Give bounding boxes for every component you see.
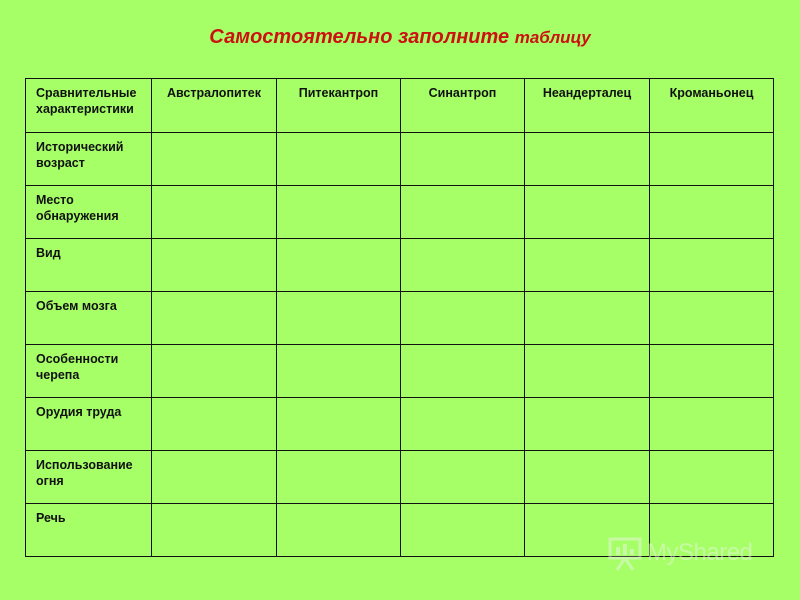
table-row bbox=[26, 239, 774, 292]
table-cell bbox=[650, 451, 774, 504]
table-row bbox=[26, 345, 774, 398]
row-label: Исторический возраст bbox=[26, 133, 152, 186]
table-cell bbox=[650, 133, 774, 186]
table-cell bbox=[401, 451, 525, 504]
presentation-board-icon bbox=[607, 536, 643, 572]
table-row bbox=[26, 133, 774, 186]
table-cell bbox=[525, 186, 650, 239]
table-cell bbox=[525, 133, 650, 186]
table-cell bbox=[525, 398, 650, 451]
table-cell bbox=[401, 133, 525, 186]
table-row bbox=[26, 292, 774, 345]
table-cell bbox=[401, 239, 525, 292]
table-cell bbox=[650, 239, 774, 292]
row-label: Объем мозга bbox=[26, 292, 152, 345]
header-cromagnon: Кроманьонец bbox=[650, 79, 774, 133]
table-cell bbox=[152, 398, 277, 451]
table-cell bbox=[277, 345, 401, 398]
header-characteristics: Сравнительные характеристики bbox=[26, 79, 152, 133]
row-label: Место обнаружения bbox=[26, 186, 152, 239]
table-cell bbox=[401, 186, 525, 239]
row-label: Орудия труда bbox=[26, 398, 152, 451]
table-cell bbox=[650, 292, 774, 345]
table-cell bbox=[277, 186, 401, 239]
table-cell bbox=[525, 292, 650, 345]
table-cell bbox=[650, 398, 774, 451]
header-pithecanthropus: Питекантроп bbox=[277, 79, 401, 133]
page-title bbox=[0, 26, 800, 49]
table-cell bbox=[277, 451, 401, 504]
comparison-table bbox=[25, 78, 774, 557]
table-cell bbox=[152, 292, 277, 345]
row-label: Использование огня bbox=[26, 451, 152, 504]
table-cell bbox=[277, 504, 401, 557]
table-cell bbox=[650, 186, 774, 239]
table-cell bbox=[277, 239, 401, 292]
table-cell bbox=[650, 345, 774, 398]
table-cell bbox=[525, 239, 650, 292]
table-cell bbox=[277, 133, 401, 186]
table-cell bbox=[152, 239, 277, 292]
title-tail: таблицу bbox=[514, 28, 591, 47]
table-row bbox=[26, 398, 774, 451]
table-cell bbox=[401, 345, 525, 398]
table-cell bbox=[152, 186, 277, 239]
table-cell bbox=[401, 292, 525, 345]
table-row bbox=[26, 186, 774, 239]
table-row bbox=[26, 451, 774, 504]
table-cell bbox=[525, 345, 650, 398]
table-cell bbox=[401, 398, 525, 451]
header-sinanthropus: Синантроп bbox=[401, 79, 525, 133]
table-cell bbox=[277, 292, 401, 345]
title-main: Самостоятельно заполните bbox=[209, 26, 510, 48]
table-header-row bbox=[26, 79, 774, 133]
row-label: Вид bbox=[26, 239, 152, 292]
row-label: Особенности черепа bbox=[26, 345, 152, 398]
header-australopithecus: Австралопитек bbox=[152, 79, 277, 133]
table-cell bbox=[525, 451, 650, 504]
table-cell bbox=[152, 133, 277, 186]
row-label: Речь bbox=[26, 504, 152, 557]
table-cell bbox=[277, 398, 401, 451]
table-cell bbox=[152, 504, 277, 557]
table-cell bbox=[401, 504, 525, 557]
watermark bbox=[607, 536, 767, 572]
watermark-text: MyShared bbox=[647, 539, 753, 566]
table-cell bbox=[152, 451, 277, 504]
header-neanderthal: Неандерталец bbox=[525, 79, 650, 133]
table-cell bbox=[152, 345, 277, 398]
